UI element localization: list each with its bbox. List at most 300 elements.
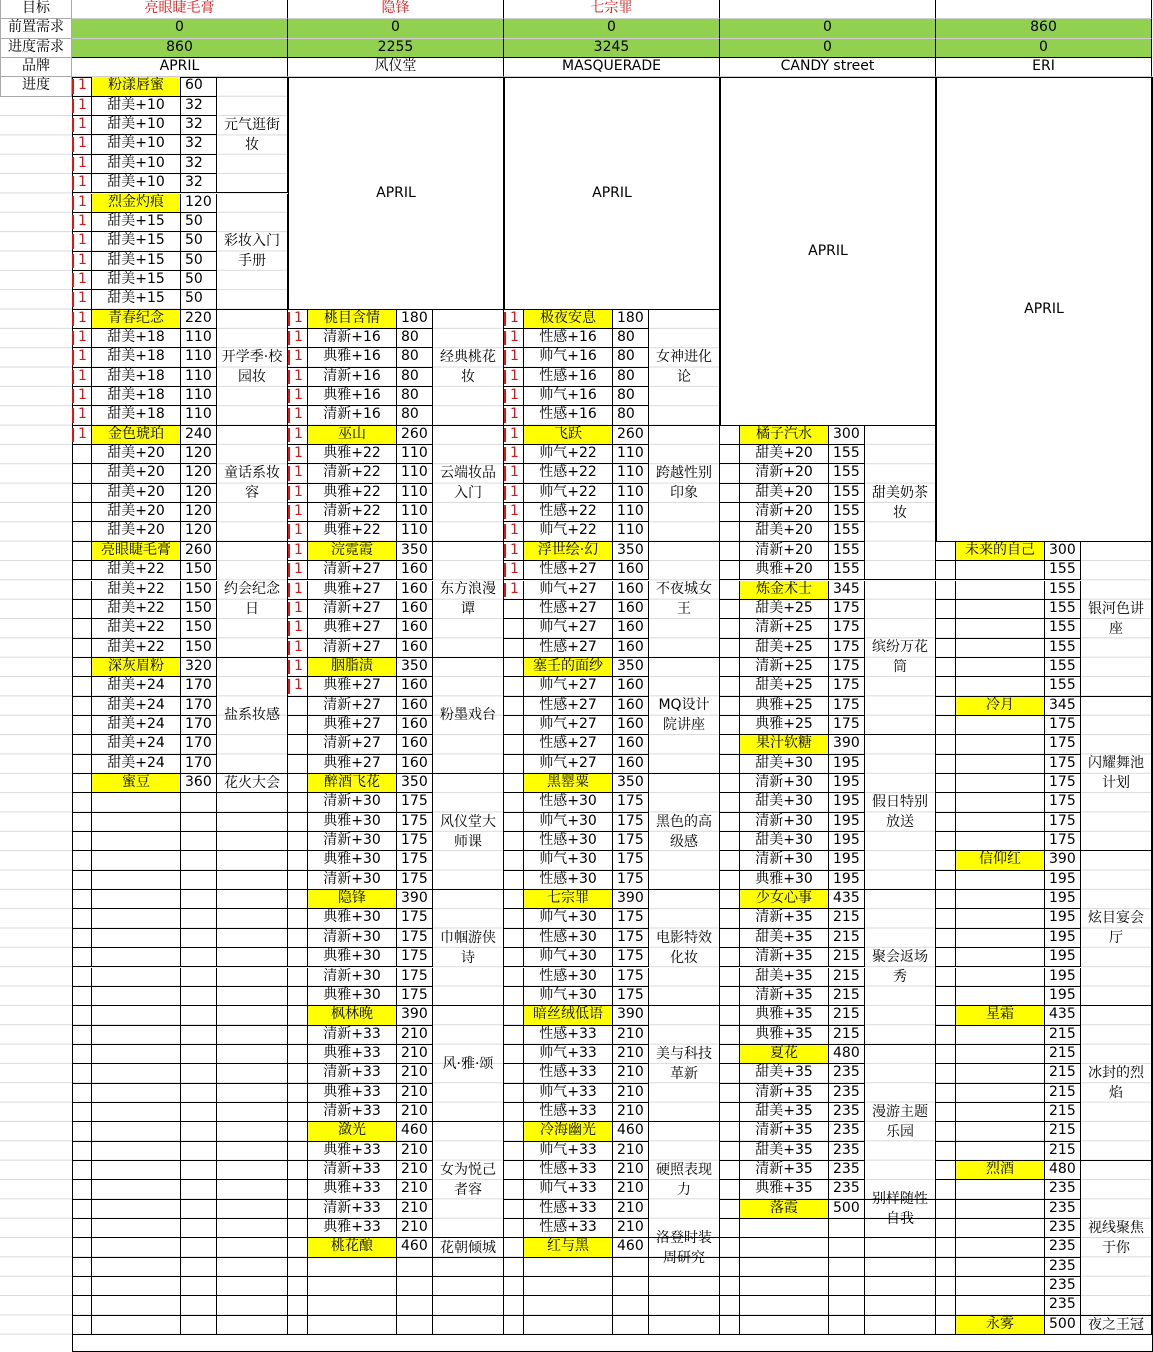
empty-cell[interactable] [92,1122,181,1141]
stat-requirement-cell[interactable]: 清新+27 [308,561,397,580]
stage-name[interactable]: 甜美奶茶妆 [865,426,936,581]
empty-cell[interactable] [72,813,92,832]
stat-requirement-cell[interactable]: 甜美+25 [740,677,829,696]
stat-requirement-cell[interactable]: 甜美+20 [92,445,181,464]
stat-requirement-cell[interactable]: 甜美+20 [740,522,829,541]
empty-cell[interactable] [217,1180,288,1199]
stat-requirement-cell[interactable]: 清新+30 [308,793,397,812]
stage-name[interactable]: 女神进化论 [649,310,720,426]
score-cell[interactable]: 210 [613,1200,649,1219]
empty-cell[interactable] [397,1296,433,1315]
score-cell[interactable]: 235 [1045,1296,1081,1315]
score-cell[interactable]: 160 [397,639,433,658]
score-cell[interactable]: 210 [613,1219,649,1238]
empty-cell[interactable] [433,1277,504,1296]
reward-name-cell[interactable]: 飞跃 [524,426,613,445]
stat-requirement-cell[interactable] [956,1026,1045,1045]
stat-requirement-cell[interactable]: 典雅+35 [740,1026,829,1045]
stage-name[interactable]: 约会纪念日 [217,542,288,658]
stat-requirement-cell[interactable]: 甜美+24 [92,716,181,735]
stat-requirement-cell[interactable]: 帅气+27 [524,619,613,638]
score-cell[interactable]: 215 [1045,1026,1081,1045]
score-cell[interactable]: 155 [829,542,865,561]
stage-name[interactable]: 洛登时装周研究 [649,1238,720,1257]
score-cell[interactable]: 175 [613,793,649,812]
stat-requirement-cell[interactable] [956,581,1045,600]
reward-name-cell[interactable]: 浣霓霞 [308,542,397,561]
empty-cell[interactable] [92,871,181,890]
score-cell[interactable]: 460 [613,1122,649,1141]
stat-requirement-cell[interactable]: 典雅+27 [308,755,397,774]
stat-requirement-cell[interactable]: 清新+35 [740,948,829,967]
score-cell[interactable]: 460 [613,1238,649,1257]
stat-requirement-cell[interactable]: 典雅+33 [308,1045,397,1064]
score-cell[interactable]: 390 [397,890,433,909]
empty-cell[interactable] [720,1238,740,1257]
empty-cell[interactable] [720,1258,740,1277]
stat-requirement-cell[interactable]: 性感+30 [524,968,613,987]
stat-requirement-cell[interactable]: 帅气+33 [524,1142,613,1161]
score-cell[interactable]: 32 [181,135,217,154]
score-cell[interactable]: 160 [613,697,649,716]
score-cell[interactable]: 235 [829,1142,865,1161]
empty-cell[interactable] [72,909,92,928]
empty-cell[interactable] [92,1180,181,1199]
stat-requirement-cell[interactable]: 帅气+30 [524,851,613,870]
score-cell[interactable]: 210 [397,1064,433,1083]
empty-cell[interactable] [217,871,288,890]
header-brand[interactable]: 风仪堂 [288,58,504,77]
stat-requirement-cell[interactable]: 性感+30 [524,871,613,890]
stat-requirement-cell[interactable]: 典雅+33 [308,1219,397,1238]
reward-name-cell[interactable]: 烈酒 [956,1161,1045,1180]
score-cell[interactable]: 195 [829,774,865,793]
score-cell[interactable]: 350 [613,542,649,561]
empty-cell[interactable] [72,1064,92,1083]
stat-requirement-cell[interactable]: 甜美+20 [740,484,829,503]
score-cell[interactable]: 155 [1045,600,1081,619]
empty-cell[interactable] [613,1258,649,1277]
score-cell[interactable]: 170 [181,755,217,774]
score-cell[interactable]: 160 [397,697,433,716]
header-need[interactable]: 0 [720,39,936,58]
stage-name[interactable]: 童话系妆容 [217,426,288,542]
header-target[interactable]: 亮眼睫毛膏 [72,0,288,19]
empty-cell[interactable] [92,1238,181,1257]
empty-cell[interactable] [865,1258,936,1277]
empty-cell[interactable] [181,909,217,928]
stage-name[interactable]: 冰封的烈焰 [1081,1006,1152,1161]
stat-requirement-cell[interactable]: 清新+30 [308,832,397,851]
score-cell[interactable]: 110 [613,522,649,541]
stat-requirement-cell[interactable]: 性感+27 [524,697,613,716]
empty-cell[interactable] [72,948,92,967]
stat-requirement-cell[interactable]: 甜美+24 [92,697,181,716]
empty-cell[interactable] [181,851,217,870]
score-cell[interactable]: 110 [613,503,649,522]
stat-requirement-cell[interactable]: 典雅+16 [308,387,397,406]
score-cell[interactable]: 195 [829,851,865,870]
empty-cell[interactable] [72,929,92,948]
score-cell[interactable]: 195 [1045,948,1081,967]
stat-requirement-cell[interactable]: 甜美+10 [92,135,181,154]
empty-cell[interactable] [397,1258,433,1277]
stage-name[interactable]: 彩妆入门手册 [217,194,288,310]
stage-name[interactable]: 电影特效化妆 [649,890,720,1006]
score-cell[interactable]: 195 [1045,909,1081,928]
stat-requirement-cell[interactable] [956,1296,1045,1315]
empty-cell[interactable] [217,1026,288,1045]
stat-requirement-cell[interactable]: 清新+33 [308,1026,397,1045]
stat-requirement-cell[interactable]: 清新+30 [308,871,397,890]
score-cell[interactable]: 480 [1045,1161,1081,1180]
stat-requirement-cell[interactable]: 性感+33 [524,1026,613,1045]
score-cell[interactable]: 460 [397,1238,433,1257]
stat-requirement-cell[interactable]: 性感+33 [524,1064,613,1083]
score-cell[interactable]: 160 [397,716,433,735]
empty-cell[interactable] [740,1277,829,1296]
header-prereq[interactable]: 0 [720,19,936,38]
score-cell[interactable]: 350 [613,774,649,793]
stat-requirement-cell[interactable]: 典雅+30 [308,948,397,967]
empty-cell[interactable] [181,832,217,851]
reward-name-cell[interactable]: 潋光 [308,1122,397,1141]
stat-requirement-cell[interactable]: 甜美+20 [740,445,829,464]
stat-requirement-cell[interactable]: 性感+16 [524,329,613,348]
stage-name[interactable]: 开学季·校园妆 [217,310,288,426]
stat-requirement-cell[interactable] [956,1142,1045,1161]
empty-cell[interactable] [181,968,217,987]
stat-requirement-cell[interactable]: 性感+27 [524,561,613,580]
score-cell[interactable]: 180 [397,310,433,329]
score-cell[interactable]: 175 [1045,793,1081,812]
score-cell[interactable]: 210 [397,1142,433,1161]
empty-cell[interactable] [181,793,217,812]
empty-cell[interactable] [217,1045,288,1064]
score-cell[interactable]: 345 [1045,697,1081,716]
score-cell[interactable]: 235 [1045,1219,1081,1238]
header-need[interactable]: 860 [72,39,288,58]
score-cell[interactable]: 390 [613,1006,649,1025]
empty-cell[interactable] [181,1103,217,1122]
stat-requirement-cell[interactable] [956,1200,1045,1219]
stat-requirement-cell[interactable]: 帅气+27 [524,755,613,774]
empty-cell[interactable] [92,948,181,967]
empty-cell[interactable] [649,1277,720,1296]
empty-cell[interactable] [72,1277,92,1296]
empty-cell[interactable] [288,1277,308,1296]
header-brand[interactable]: CANDY street [720,58,936,77]
score-cell[interactable]: 80 [397,348,433,367]
score-cell[interactable]: 215 [829,1026,865,1045]
score-cell[interactable]: 210 [397,1200,433,1219]
empty-cell[interactable] [865,1277,936,1296]
empty-cell[interactable] [72,1316,92,1335]
stat-requirement-cell[interactable]: 典雅+25 [740,697,829,716]
stat-requirement-cell[interactable]: 甜美+30 [740,793,829,812]
stat-requirement-cell[interactable]: 清新+27 [308,639,397,658]
score-cell[interactable]: 235 [1045,1258,1081,1277]
stat-requirement-cell[interactable]: 甜美+15 [92,271,181,290]
stat-requirement-cell[interactable]: 甜美+25 [740,639,829,658]
stat-requirement-cell[interactable]: 帅气+27 [524,716,613,735]
empty-cell[interactable] [217,1084,288,1103]
stat-requirement-cell[interactable] [956,1219,1045,1238]
score-cell[interactable]: 50 [181,232,217,251]
reward-name-cell[interactable]: 信仰红 [956,851,1045,870]
stat-requirement-cell[interactable] [956,774,1045,793]
empty-cell[interactable] [92,1219,181,1238]
score-cell[interactable]: 110 [397,464,433,483]
stat-requirement-cell[interactable] [956,1084,1045,1103]
empty-cell[interactable] [217,1258,288,1277]
reward-name-cell[interactable]: 浮世绘·幻 [524,542,613,561]
empty-cell[interactable] [72,1103,92,1122]
score-cell[interactable]: 160 [397,755,433,774]
empty-cell[interactable] [181,1064,217,1083]
reward-name-cell[interactable]: 深灰眉粉 [92,658,181,677]
score-cell[interactable]: 110 [181,348,217,367]
stat-requirement-cell[interactable] [956,755,1045,774]
empty-cell[interactable] [217,793,288,812]
stat-requirement-cell[interactable]: 性感+22 [524,503,613,522]
score-cell[interactable]: 260 [181,542,217,561]
score-cell[interactable]: 195 [1045,968,1081,987]
stat-requirement-cell[interactable]: 性感+27 [524,600,613,619]
empty-cell[interactable] [217,1161,288,1180]
stat-requirement-cell[interactable]: 性感+30 [524,929,613,948]
stat-requirement-cell[interactable]: 清新+35 [740,1161,829,1180]
score-cell[interactable]: 210 [613,1103,649,1122]
stat-requirement-cell[interactable]: 清新+30 [740,813,829,832]
score-cell[interactable]: 210 [397,1219,433,1238]
score-cell[interactable]: 390 [829,735,865,754]
stat-requirement-cell[interactable]: 清新+16 [308,406,397,425]
stat-requirement-cell[interactable]: 清新+25 [740,619,829,638]
score-cell[interactable]: 180 [613,310,649,329]
empty-cell[interactable] [217,909,288,928]
empty-cell[interactable] [72,1142,92,1161]
reward-name-cell[interactable]: 红与黑 [524,1238,613,1257]
score-cell[interactable]: 175 [613,813,649,832]
score-cell[interactable]: 175 [397,987,433,1006]
stage-name[interactable]: 不夜城女王 [649,542,720,658]
empty-cell[interactable] [181,1084,217,1103]
empty-cell[interactable] [217,813,288,832]
stage-name[interactable]: 花火大会 [217,774,288,793]
empty-cell[interactable] [92,1064,181,1083]
score-cell[interactable]: 32 [181,155,217,174]
stat-requirement-cell[interactable] [956,735,1045,754]
empty-cell[interactable] [613,1316,649,1335]
stat-requirement-cell[interactable] [956,1103,1045,1122]
score-cell[interactable]: 210 [613,1064,649,1083]
score-cell[interactable]: 175 [613,909,649,928]
stat-requirement-cell[interactable] [956,813,1045,832]
stat-requirement-cell[interactable]: 清新+27 [308,600,397,619]
empty-cell[interactable] [217,1103,288,1122]
empty-cell[interactable] [181,1026,217,1045]
score-cell[interactable]: 175 [613,948,649,967]
score-cell[interactable]: 175 [829,639,865,658]
stage-name[interactable]: 缤纷万花筒 [865,581,936,736]
score-cell[interactable]: 175 [1045,755,1081,774]
stage-name[interactable]: 炫目宴会厅 [1081,851,1152,1006]
score-cell[interactable]: 120 [181,503,217,522]
reward-name-cell[interactable]: 少女心事 [740,890,829,909]
empty-cell[interactable] [92,1200,181,1219]
score-cell[interactable]: 175 [1045,735,1081,754]
stat-requirement-cell[interactable]: 甜美+22 [92,619,181,638]
reward-name-cell[interactable]: 橘子汽水 [740,426,829,445]
stat-requirement-cell[interactable]: 清新+22 [308,503,397,522]
empty-cell[interactable] [865,1219,936,1238]
empty-cell[interactable] [72,1219,92,1238]
score-cell[interactable]: 215 [829,948,865,967]
stat-requirement-cell[interactable]: 甜美+10 [92,116,181,135]
score-cell[interactable]: 435 [1045,1006,1081,1025]
header-target[interactable] [936,0,1152,19]
stat-requirement-cell[interactable] [956,909,1045,928]
score-cell[interactable]: 360 [181,774,217,793]
stat-requirement-cell[interactable] [956,600,1045,619]
score-cell[interactable]: 210 [397,1084,433,1103]
score-cell[interactable]: 210 [397,1161,433,1180]
empty-cell[interactable] [181,1006,217,1025]
stat-requirement-cell[interactable]: 典雅+30 [740,871,829,890]
empty-cell[interactable] [181,987,217,1006]
score-cell[interactable]: 350 [397,542,433,561]
score-cell[interactable]: 320 [181,658,217,677]
stat-requirement-cell[interactable]: 典雅+30 [308,813,397,832]
stat-requirement-cell[interactable]: 性感+30 [524,832,613,851]
empty-cell[interactable] [433,1258,504,1277]
empty-cell[interactable] [92,832,181,851]
empty-cell[interactable] [524,1296,613,1315]
score-cell[interactable]: 155 [829,445,865,464]
score-cell[interactable]: 235 [829,1084,865,1103]
stat-requirement-cell[interactable]: 性感+27 [524,735,613,754]
score-cell[interactable]: 155 [1045,658,1081,677]
stage-name[interactable]: 经典桃花妆 [433,310,504,426]
reward-name-cell[interactable]: 醉酒飞花 [308,774,397,793]
stat-requirement-cell[interactable]: 典雅+27 [308,716,397,735]
score-cell[interactable]: 195 [829,871,865,890]
score-cell[interactable]: 300 [829,426,865,445]
stat-requirement-cell[interactable]: 甜美+20 [92,503,181,522]
stat-requirement-cell[interactable]: 清新+22 [308,464,397,483]
header-brand[interactable]: ERI [936,58,1152,77]
stat-requirement-cell[interactable]: 性感+30 [524,793,613,812]
empty-cell[interactable] [217,1142,288,1161]
stage-name[interactable]: 元气逛街妆 [217,77,288,193]
score-cell[interactable]: 390 [397,1006,433,1025]
stat-requirement-cell[interactable]: 清新+27 [308,697,397,716]
stage-name[interactable]: 漫游主题乐园 [865,1045,936,1200]
stat-requirement-cell[interactable]: 甜美+20 [92,464,181,483]
empty-cell[interactable] [397,1277,433,1296]
stat-requirement-cell[interactable]: 甜美+15 [92,213,181,232]
score-cell[interactable]: 210 [613,1161,649,1180]
stat-requirement-cell[interactable] [956,1238,1045,1257]
stat-requirement-cell[interactable]: 清新+35 [740,1122,829,1141]
empty-cell[interactable] [524,1316,613,1335]
stage-name[interactable]: 黑色的高级感 [649,774,720,890]
stat-requirement-cell[interactable]: 典雅+27 [308,677,397,696]
empty-cell[interactable] [181,948,217,967]
stat-requirement-cell[interactable]: 清新+30 [308,929,397,948]
reward-name-cell[interactable]: 烈金灼痕 [92,194,181,213]
stat-requirement-cell[interactable]: 典雅+27 [308,619,397,638]
empty-cell[interactable] [72,1122,92,1141]
empty-cell[interactable] [72,1006,92,1025]
empty-cell[interactable] [504,1277,524,1296]
reward-name-cell[interactable]: 落霞 [740,1200,829,1219]
empty-cell[interactable] [217,1277,288,1296]
empty-cell[interactable] [720,1296,740,1315]
score-cell[interactable]: 195 [829,813,865,832]
score-cell[interactable]: 60 [181,77,217,96]
empty-cell[interactable] [72,987,92,1006]
empty-cell[interactable] [217,1296,288,1315]
empty-cell[interactable] [217,890,288,909]
header-target[interactable] [720,0,936,19]
stat-requirement-cell[interactable]: 帅气+16 [524,348,613,367]
empty-cell[interactable] [829,1258,865,1277]
score-cell[interactable]: 195 [829,793,865,812]
score-cell[interactable]: 120 [181,484,217,503]
score-cell[interactable]: 215 [1045,1122,1081,1141]
stat-requirement-cell[interactable] [956,677,1045,696]
reward-name-cell[interactable]: 枫林晚 [308,1006,397,1025]
stat-requirement-cell[interactable]: 典雅+22 [308,484,397,503]
empty-cell[interactable] [72,1296,92,1315]
stage-name[interactable]: 美与科技革新 [649,1006,720,1122]
reward-name-cell[interactable]: 七宗罪 [524,890,613,909]
score-cell[interactable]: 210 [613,1026,649,1045]
score-cell[interactable]: 50 [181,213,217,232]
score-cell[interactable]: 80 [613,368,649,387]
stat-requirement-cell[interactable]: 帅气+33 [524,1180,613,1199]
stat-requirement-cell[interactable]: 帅气+22 [524,484,613,503]
stat-requirement-cell[interactable]: 帅气+16 [524,387,613,406]
score-cell[interactable]: 32 [181,97,217,116]
stat-requirement-cell[interactable]: 典雅+30 [308,909,397,928]
empty-cell[interactable] [613,1277,649,1296]
score-cell[interactable]: 170 [181,677,217,696]
score-cell[interactable]: 110 [397,484,433,503]
score-cell[interactable]: 155 [829,522,865,541]
header-target[interactable]: 七宗罪 [504,0,720,19]
reward-name-cell[interactable]: 亮眼睫毛膏 [92,542,181,561]
score-cell[interactable]: 170 [181,716,217,735]
stat-requirement-cell[interactable]: 甜美+22 [92,639,181,658]
empty-cell[interactable] [92,793,181,812]
stat-requirement-cell[interactable]: 典雅+20 [740,561,829,580]
empty-cell[interactable] [504,1316,524,1335]
empty-cell[interactable] [720,1219,740,1238]
score-cell[interactable]: 300 [1045,542,1081,561]
stage-name[interactable]: 聚会返场秀 [865,890,936,1045]
score-cell[interactable]: 160 [397,561,433,580]
stat-requirement-cell[interactable]: 性感+16 [524,368,613,387]
score-cell[interactable]: 195 [1045,871,1081,890]
reward-name-cell[interactable]: 冷月 [956,697,1045,716]
reward-name-cell[interactable]: 未来的自己 [956,542,1045,561]
stat-requirement-cell[interactable]: 典雅+30 [308,851,397,870]
empty-cell[interactable] [72,1258,92,1277]
score-cell[interactable]: 175 [613,987,649,1006]
